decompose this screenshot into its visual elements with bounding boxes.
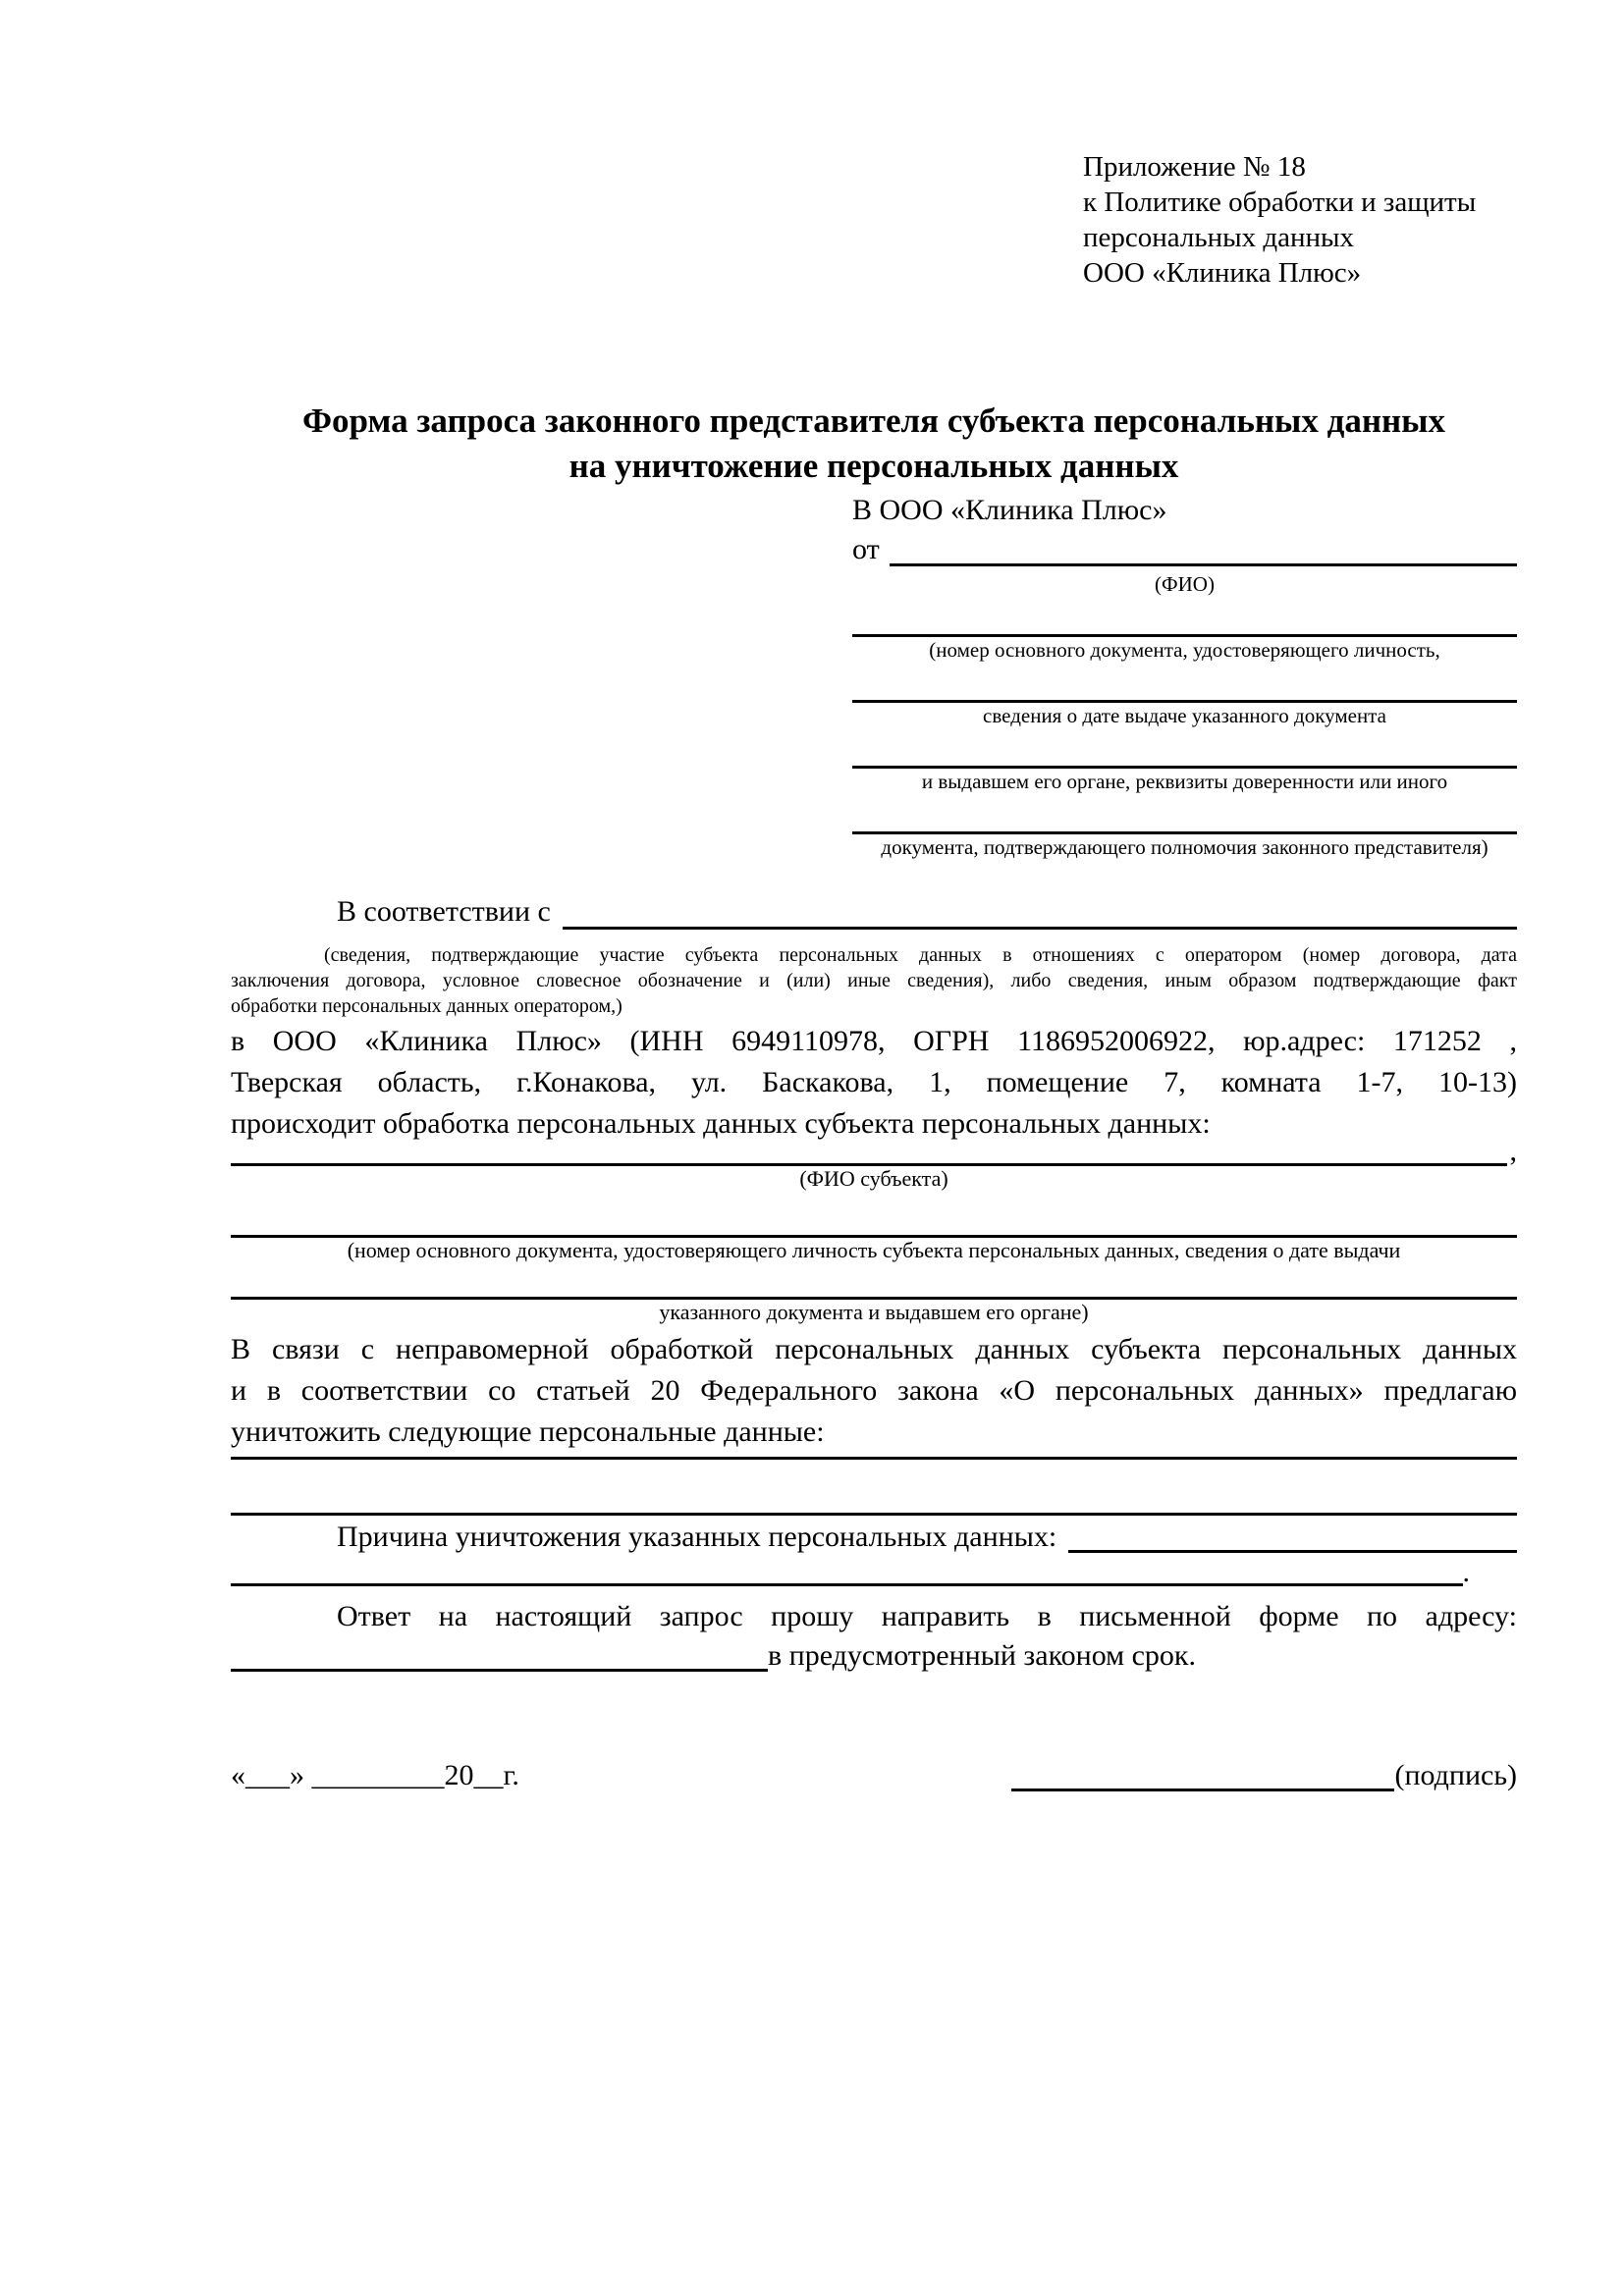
appendix-line: персональных данных	[1083, 222, 1355, 253]
subject-fio-row	[231, 1127, 1517, 1166]
response-address-row	[231, 1635, 1517, 1677]
form-title-line-2: на уничтожение персональных данных	[568, 447, 1179, 485]
issuing-body-field-line[interactable]	[852, 728, 1517, 769]
from-row	[852, 530, 1517, 571]
demand-paragraph-line: В связи с неправомерной обработкой персональных данных субъекта персональных данных	[231, 1333, 1517, 1365]
issue-date-field-line[interactable]	[852, 663, 1517, 703]
accordance-note	[231, 942, 1517, 1019]
from-label: от	[852, 533, 880, 565]
appendix-line: Приложение № 18	[1083, 151, 1306, 183]
subject-doc-caption-2: указанного документа и выдавшем его органе)	[659, 1300, 1089, 1324]
id-doc-field-line[interactable]	[852, 597, 1517, 637]
fio-field-line[interactable]	[890, 530, 1517, 566]
accordance-field-line[interactable]	[563, 891, 1517, 930]
reason-label: Причина уничтожения указанных персональных данных:	[337, 1521, 1057, 1553]
subject-comma: ,	[1509, 1135, 1517, 1167]
reason-row	[231, 1517, 1517, 1558]
reason-continued-row	[231, 1556, 1517, 1588]
accordance-section	[231, 891, 1517, 1019]
fio-caption: (ФИО)	[1155, 572, 1215, 596]
authority-doc-caption: документа, подтверждающего полномочия законного представителя)	[881, 835, 1489, 859]
footer-row	[231, 1755, 1517, 1796]
subject-section	[231, 1127, 1517, 1325]
recipient-to: В ООО «Клиника Плюс»	[852, 494, 1167, 526]
subject-doc-field-line[interactable]	[231, 1192, 1517, 1238]
id-doc-caption: (номер основного документа, удостоверяющего личность,	[929, 638, 1440, 662]
reason-field-line-2[interactable]	[231, 1556, 1463, 1586]
demand-paragraph	[231, 1329, 1517, 1453]
date-field[interactable]: «___» _________20__г.	[231, 1759, 519, 1791]
data-to-destroy-field-line-2[interactable]	[231, 1513, 1517, 1516]
accordance-note-line: (сведения, подтверждающие участие субъекта персональных данных в отношениях с оператором (номер договора, дата	[324, 944, 1517, 966]
accordance-row	[231, 891, 1517, 934]
response-tail: в предусмотренный законом срок.	[768, 1639, 1196, 1672]
accordance-lead: В соответствии с	[337, 895, 551, 928]
signature-field-line[interactable]	[1011, 1755, 1394, 1791]
signature-caption: (подпись)	[1394, 1759, 1517, 1791]
accordance-note-line: обработки персональных данных оператором,)	[231, 995, 623, 1017]
demand-paragraph-line: уничтожить следующие персональные данные:	[231, 1415, 825, 1448]
reason-field-line[interactable]	[1068, 1517, 1517, 1553]
operator-paragraph-line: происходит обработка персональных данных субъекта персональных данных:	[231, 1107, 1211, 1140]
authority-doc-field-line[interactable]	[852, 794, 1517, 834]
issuing-body-caption: и выдавшем его органе, реквизиты доверенности или иного	[921, 770, 1448, 793]
response-address-field-line[interactable]	[231, 1635, 768, 1672]
issue-date-caption: сведения о дате выдаче указанного документа	[983, 704, 1386, 727]
appendix-block	[1083, 149, 1476, 291]
form-title-line-1: Форма запроса законного представителя субъекта персональных данных	[302, 401, 1445, 440]
appendix-line: к Политике обработки и защиты	[1083, 187, 1477, 218]
signature-group	[1011, 1755, 1517, 1796]
appendix-line: ООО «Клиника Плюс»	[1083, 257, 1362, 289]
subject-fio-field-line[interactable]	[231, 1124, 1507, 1166]
reason-period: .	[1462, 1556, 1470, 1588]
operator-paragraph-line: Тверская область, г.Конакова, ул. Баскакова, 1, помещение 7, комната 1-7, 10-13)	[231, 1066, 1517, 1098]
data-to-destroy-field-line[interactable]	[231, 1457, 1517, 1460]
response-request-line: Ответ на настоящий запрос прошу направить в письменной форме по адресу:	[337, 1600, 1517, 1632]
form-title	[231, 399, 1517, 489]
subject-fio-caption: (ФИО субъекта)	[799, 1166, 948, 1191]
subject-doc-field-line-2[interactable]	[231, 1263, 1517, 1300]
subject-doc-caption-1: (номер основного документа, удостоверяющего личность субъекта персональных данных, сведения о дате выдачи	[347, 1238, 1401, 1262]
operator-paragraph-line: в ООО «Клиника Плюс» (ИНН 6949110978, ОГРН 1186952006922, юр.адрес: 171252 ,	[231, 1025, 1517, 1057]
recipient-block	[852, 491, 1517, 860]
demand-paragraph-line: и в соответствии со статьей 20 Федерального закона «О персональных данных» предлагаю	[231, 1374, 1517, 1407]
accordance-note-line: заключения договора, условное словесное обозначение и (или) иные сведения), либо сведения, иным образом подтверждающие факт	[231, 970, 1517, 991]
